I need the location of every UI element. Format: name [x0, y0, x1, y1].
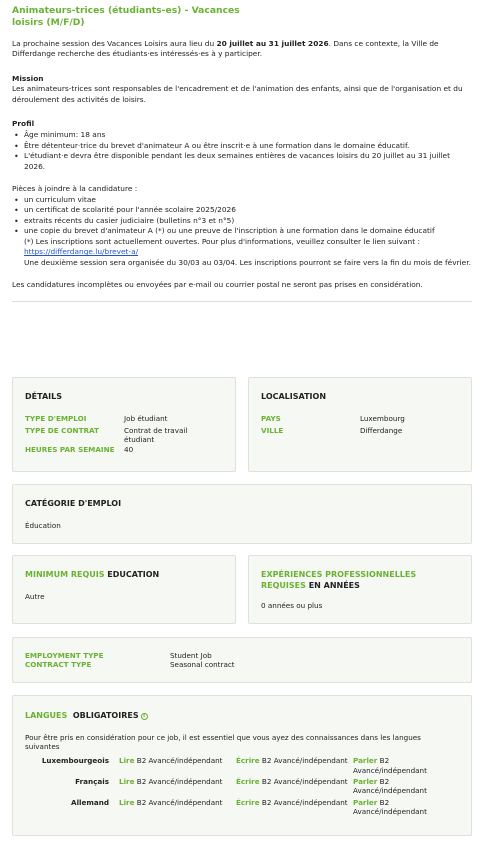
skill-read	[119, 798, 236, 817]
employment-value: Seasonal contract	[170, 660, 235, 669]
skill-level: B2 Avancé/indépendant	[261, 797, 348, 807]
list-item: • Âge minimum: 18 ans	[24, 130, 472, 141]
intro-post: . Dans ce contexte, la Ville de Differdange recherche des étudiants·es intéressés·es à y participer.	[12, 38, 439, 59]
skill-label: Parler	[353, 756, 378, 766]
language-name: Luxembourgeois	[41, 756, 109, 766]
details-heading: DÉTAILS	[25, 392, 62, 401]
intro-pre: La prochaine session des Vacances Loisirs aura lieu du	[12, 38, 217, 48]
location-list	[261, 414, 459, 435]
category-value: Éducation	[25, 521, 61, 531]
list-item: • extraits récents du casier judiciaire (bulletins n°3 et n°5)	[24, 216, 472, 227]
skill-write	[236, 777, 353, 796]
intro-text	[12, 39, 470, 60]
language-row	[25, 777, 459, 796]
skill-write	[236, 756, 353, 775]
location-heading: LOCALISATION	[261, 392, 327, 401]
languages-heading	[25, 710, 459, 721]
detail-key: TYPE DE CONTRAT	[25, 425, 99, 435]
location-value: Differdange	[360, 425, 403, 435]
info-icon[interactable]: i	[141, 713, 148, 720]
details-list	[25, 414, 223, 454]
languages-heading-accent: LANGUES	[25, 711, 68, 720]
employment-value: Student Job	[170, 651, 212, 660]
footnote: Les candidatures incomplètes ou envoyées par e-mail ou courrier postal ne seront pas prises en considération.	[12, 280, 423, 290]
profil-heading: Profil	[12, 119, 35, 129]
languages-text: Pour être pris en considération pour ce job, il est essentiel que vous ayez des connaissances dans les langues suivantes	[25, 733, 421, 752]
skill-level: B2 Avancé/indépendant	[136, 797, 223, 807]
experience-heading-accent: EXPÉRIENCES PROFESSIONNELLES REQUISES	[261, 570, 417, 591]
skill-label: Lire	[119, 756, 135, 766]
list-item: • Être détenteur·trice du brevet d'animateur A ou être inscrit·e à une formation dans le domaine éducatif.	[24, 141, 472, 152]
list-item: • un certificat de scolarité pour l'année scolaire 2025/2026	[24, 205, 472, 216]
skill-level: B2 Avancé/indépendant	[261, 777, 348, 787]
language-name: Français	[75, 777, 109, 787]
list-item-text: une copie du brevet d'animateur A (*) ou une preuve de l'inscription à une formation dans le domaine éducatif	[24, 226, 435, 236]
languages-list	[25, 756, 459, 816]
list-item	[24, 226, 472, 268]
education-value: Autre	[25, 592, 45, 602]
category-card	[12, 484, 472, 544]
education-heading	[25, 569, 223, 580]
brevet-note: (*) Les inscriptions sont actuellement ouvertes. Pour plus d'informations, veuillez consulter le lien suivant :	[24, 236, 420, 246]
education-heading-accent: MINIMUM REQUIS	[25, 570, 105, 579]
location-value: Luxembourg	[360, 414, 405, 424]
mission-heading: Mission	[12, 73, 44, 83]
list-item: • L'étudiant·e devra être disponible pendant les deux semaines entières de vacances loisirs du 20 juillet au 31 juillet 2026.	[24, 151, 472, 172]
skill-level: B2 Avancé/indépendant	[261, 756, 348, 766]
skill-speak	[353, 777, 459, 796]
detail-value: Job étudiant	[124, 414, 168, 424]
languages-card	[12, 695, 472, 836]
experience-heading	[261, 569, 441, 592]
education-heading-text: EDUCATION	[107, 570, 160, 579]
brevet-link[interactable]: https://differdange.lu/brevet-a/	[24, 247, 139, 257]
skill-level: B2 Avancé/indépendant	[353, 756, 427, 775]
skill-level: B2 Avancé/indépendant	[136, 756, 223, 766]
skill-speak	[353, 756, 459, 775]
skill-label: Parler	[353, 777, 378, 787]
language-name: Allemand	[71, 797, 109, 807]
job-description	[12, 5, 472, 302]
list-item: • un curriculum vitae	[24, 195, 472, 206]
skill-label: Parler	[353, 797, 378, 807]
pieces-list	[12, 195, 472, 269]
skill-write	[236, 798, 353, 817]
skill-label: Écrire	[236, 797, 260, 807]
education-card	[12, 555, 236, 624]
skill-label: Lire	[119, 797, 135, 807]
detail-value: Contrat de travail étudiant	[124, 425, 188, 444]
employment-key: CONTRACT TYPE	[25, 660, 92, 669]
skill-speak	[353, 798, 459, 817]
detail-key: HEURES PAR SEMAINE	[25, 444, 115, 454]
skill-label: Écrire	[236, 777, 260, 787]
skill-label: Écrire	[236, 756, 260, 766]
divider	[12, 301, 472, 302]
experience-value: 0 années ou plus	[261, 600, 323, 610]
employment-key: EMPLOYMENT TYPE	[25, 651, 104, 660]
category-heading: CATÉGORIE D'EMPLOI	[25, 499, 122, 508]
experience-card	[248, 555, 472, 624]
detail-value: 40	[124, 444, 134, 454]
skill-level: B2 Avancé/indépendant	[136, 777, 223, 787]
intro-dates: 20 juillet au 31 juillet 2026	[216, 38, 329, 48]
second-session-note: Une deuxième session sera organisée du 30/03 au 03/04. Les inscriptions pourront se faire vers la fin du mois de février.	[24, 257, 471, 267]
skill-label: Lire	[119, 777, 135, 787]
location-key: PAYS	[261, 414, 281, 424]
employment-list	[25, 651, 459, 669]
experience-heading-text: EN ANNÉES	[308, 581, 360, 591]
skill-level: B2 Avancé/indépendant	[353, 797, 427, 817]
employment-card	[12, 637, 472, 683]
location-card	[248, 377, 472, 472]
profil-list	[12, 130, 472, 172]
language-row	[25, 798, 459, 817]
mission-text: Les animateurs-trices sont responsables de l'encadrement et de l'animation des enfants, ainsi que de l'organisation et du déroulement des activités de loisirs.	[12, 84, 463, 104]
pieces-heading: Pièces à joindre à la candidature :	[12, 184, 138, 194]
details-card	[12, 377, 236, 472]
skill-read	[119, 777, 236, 796]
job-title: Animateurs-trices (étudiants-es) - Vacances loisirs (M/F/D)	[12, 5, 240, 28]
detail-key: TYPE D'EMPLOI	[25, 414, 87, 424]
location-key: VILLE	[261, 425, 284, 435]
language-row	[25, 756, 459, 775]
skill-level: B2 Avancé/indépendant	[353, 777, 427, 796]
skill-read	[119, 756, 236, 775]
languages-heading-text: OBLIGATOIRES	[72, 711, 139, 720]
